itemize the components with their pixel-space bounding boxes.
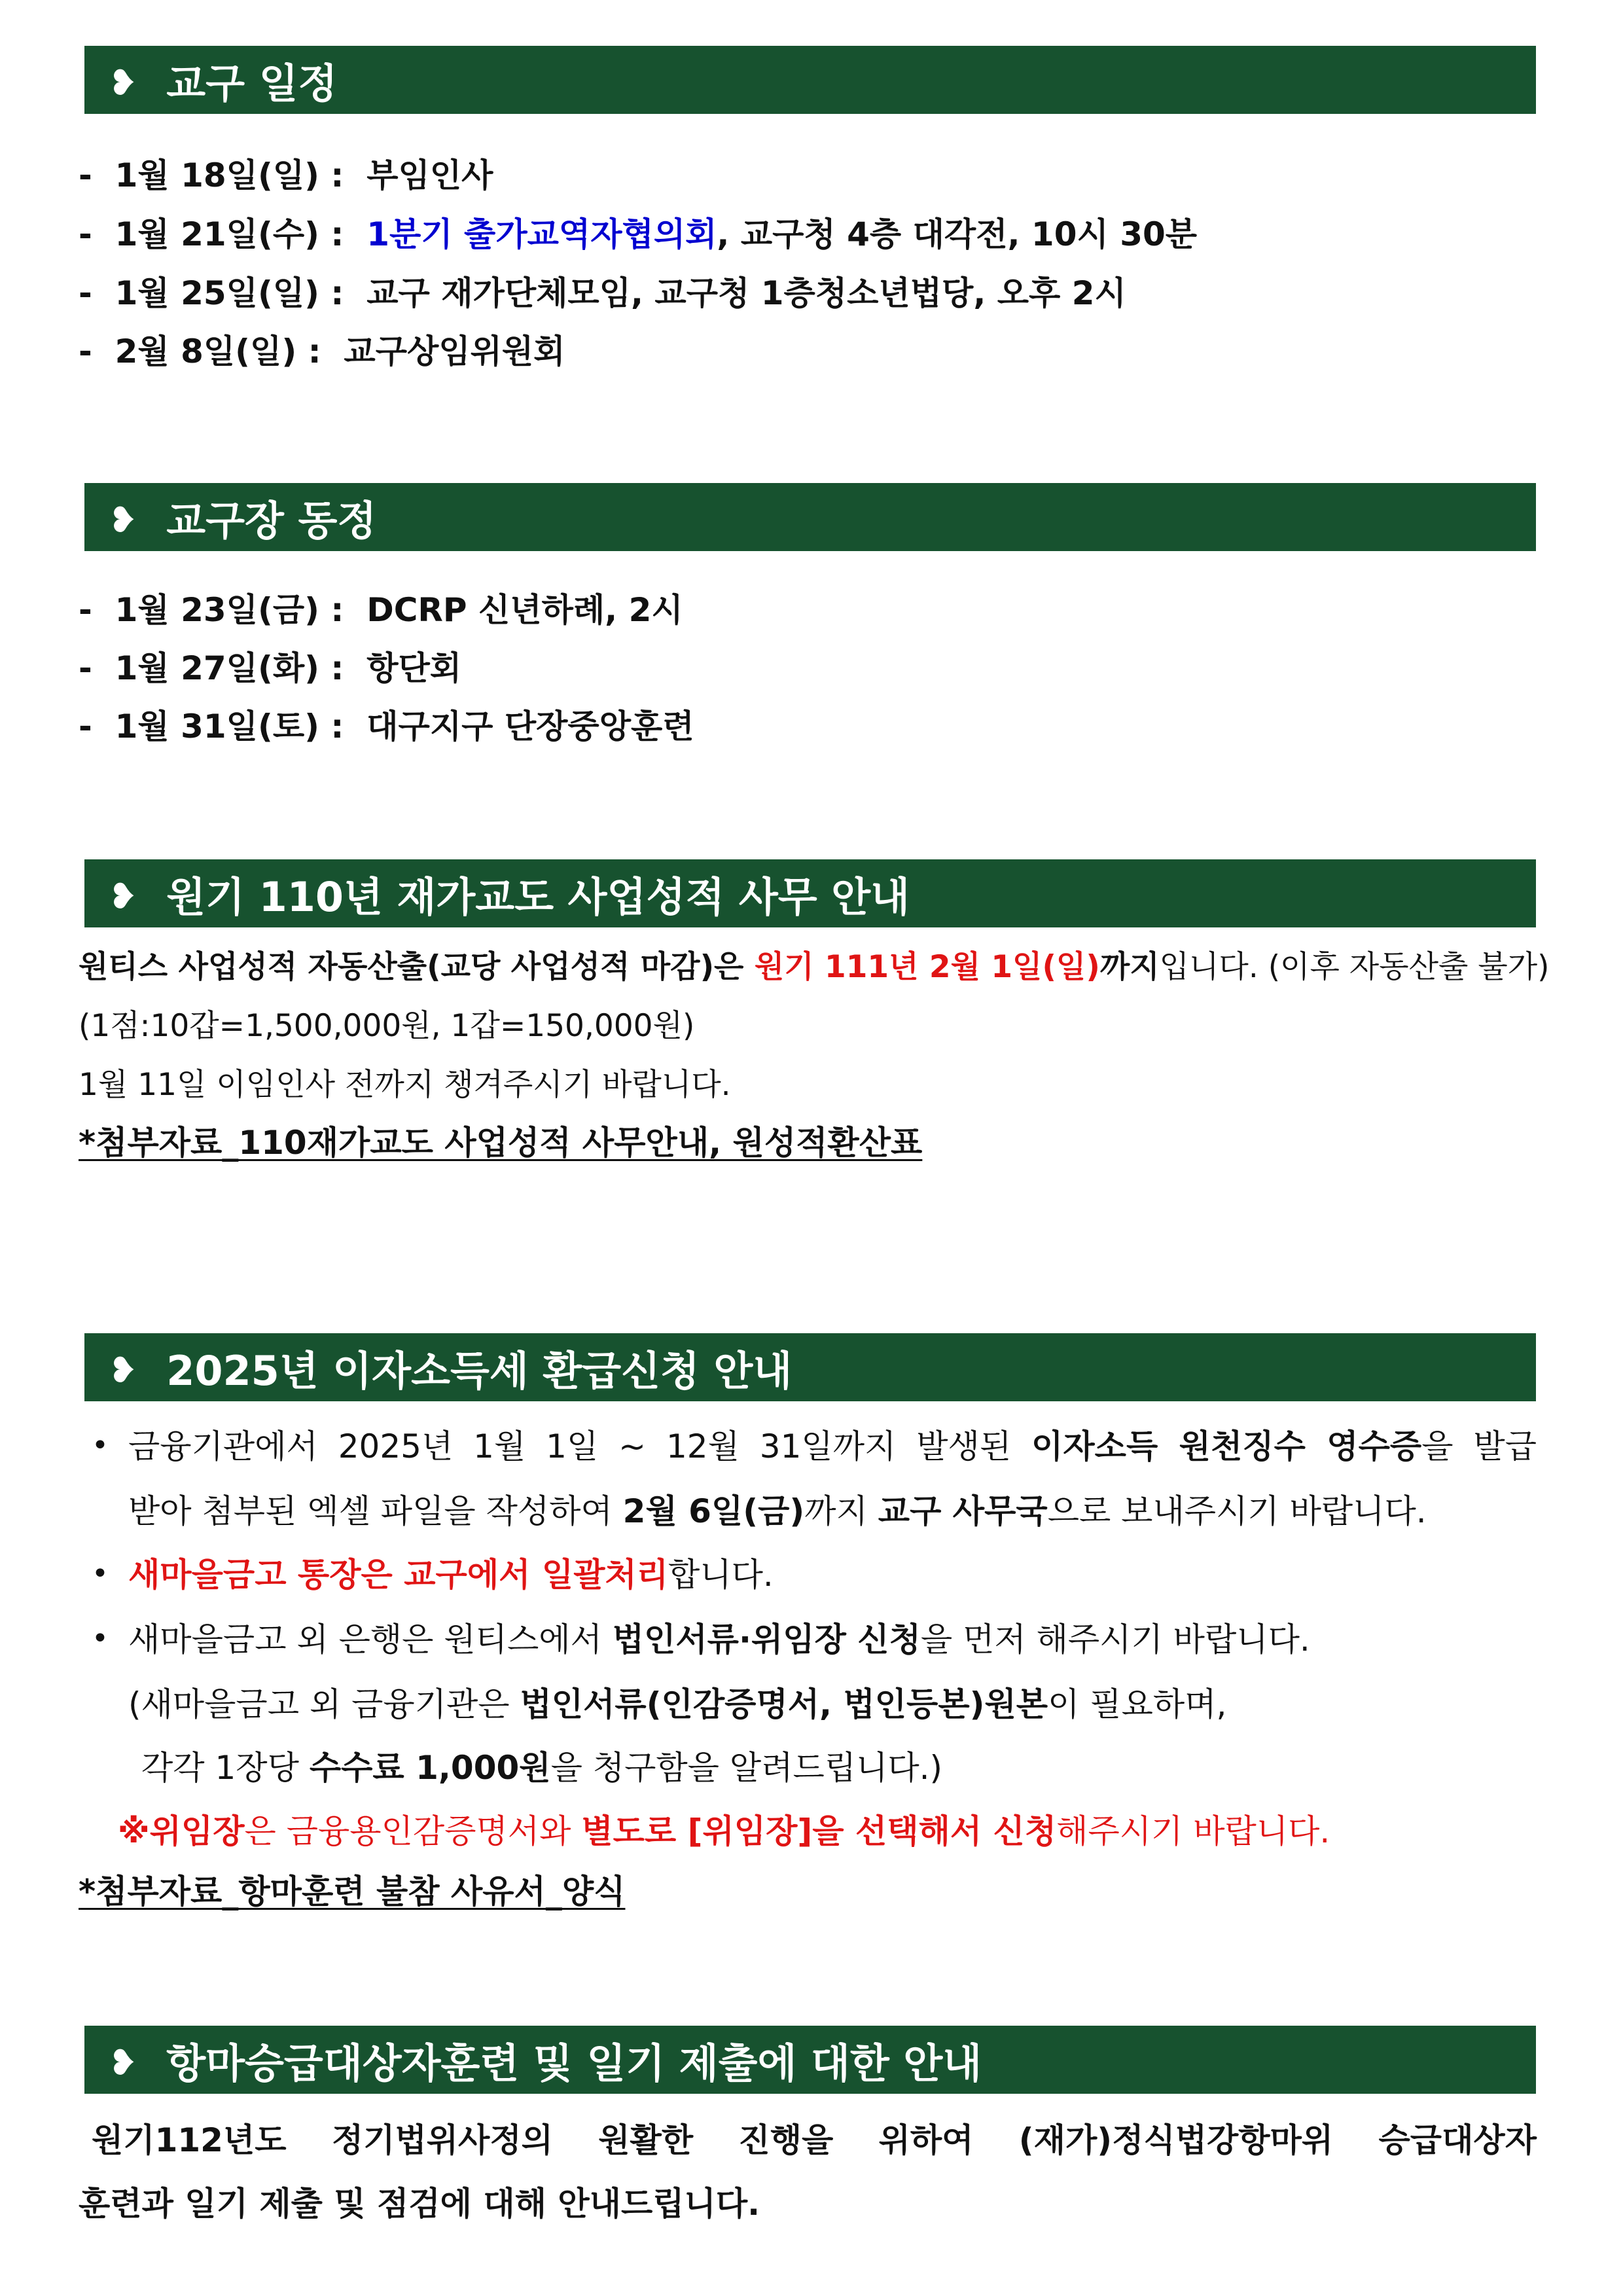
section-title: 2025년 이자소득세 환급신청 안내 <box>166 1346 793 1395</box>
bishop-item: - 1월 27일(화) : 항단회 <box>79 649 462 687</box>
section-header-bishop <box>84 483 1536 551</box>
dot-icon: • <box>92 1429 109 1462</box>
attachment-link[interactable]: *첨부자료_110재가교도 사업성적 사무안내, 원성적환산표 <box>79 1124 923 1162</box>
heart-bullet-icon: ❥ <box>108 62 138 103</box>
section-header-training <box>84 2026 1536 2094</box>
heart-bullet-icon: ❥ <box>108 499 138 541</box>
training-line: 원기112년도 정기법위사정의 원활한 진행을 위하여 (재가)정식법강항마위 승급대상자 <box>92 2121 1537 2159</box>
section-header-tax <box>84 1333 1536 1401</box>
bishop-item: - 1월 23일(금) : DCRP 신년하례, 2시 <box>79 591 683 629</box>
section-title: 항마승급대상자훈련 및 일기 제출에 대한 안내 <box>166 2039 982 2087</box>
schedule-item: - 2월 8일(일) : 교구상임위원회 <box>79 332 565 370</box>
heart-bullet-icon: ❥ <box>108 875 138 917</box>
dot-icon: • <box>92 1557 109 1590</box>
training-paragraph <box>79 2109 1537 2236</box>
list-item: • 새마을금고 통장은 교구에서 일괄처리합니다. <box>79 1543 1537 1608</box>
performance-line: 1월 11일 이임인사 전까지 챙겨주시기 바랍니다. <box>79 1067 731 1103</box>
performance-line: (1점:10갑=1,500,000원, 1갑=150,000원) <box>79 1008 695 1044</box>
section-title: 교구장 동정 <box>166 496 377 545</box>
note-line: 각각 1장당 수수료 1,000원을 청구함을 알려드립니다.) <box>141 1749 943 1787</box>
warning-line: ※위임장은 금융용인감증명서와 별도로 [위임장]을 선택해서 신청해주시기 바랍니다. <box>118 1812 1330 1850</box>
bishop-item: - 1월 31일(토) : 대구지구 단장중앙훈련 <box>79 708 694 745</box>
note-line: (새마을금고 외 금융기관은 법인서류(인감증명서, 법인등본)원본이 필요하며, <box>128 1685 1227 1723</box>
schedule-item: - 1월 21일(수) : 1분기 출가교역자협의회, 교구청 4층 대각전, 10시 30분 <box>79 215 1198 253</box>
dot-icon: • <box>92 1622 109 1655</box>
section-title: 원기 110년 재가교도 사업성적 사무 안내 <box>166 872 910 921</box>
performance-line: 원티스 사업성적 자동산출(교당 사업성적 마감)은 원기 111년 2월 1일(일)까지입니다. (이후 자동산출 불가) <box>79 949 1550 985</box>
training-line: 훈련과 일기 제출 및 점검에 대해 안내드립니다. <box>79 2185 760 2223</box>
schedule-item: - 1월 25일(일) : 교구 재가단체모임, 교구청 1층청소년법당, 오후 2시 <box>79 274 1126 312</box>
list-item-cont: 받아 첨부된 엑셀 파일을 작성하여 2월 6일(금)까지 교구 사무국으로 보내주시기 바랍니다. <box>128 1492 1427 1530</box>
list-item: • 금융기관에서 2025년 1월 1일 ~ 12월 31일까지 발생된 이자소득 원천징수 영수증을 발급 <box>79 1415 1537 1480</box>
heart-bullet-icon: ❥ <box>108 1349 138 1391</box>
heart-bullet-icon: ❥ <box>108 2041 138 2083</box>
schedule-item: - 1월 18일(일) : 부임인사 <box>79 156 493 194</box>
section-header-performance <box>84 859 1536 927</box>
section-title: 교구 일정 <box>166 59 338 107</box>
attachment-link[interactable]: *첨부자료_항마훈련 불참 사유서_양식 <box>79 1873 626 1910</box>
list-item: • 새마을금고 외 은행은 원티스에서 법인서류·위임장 신청을 먼저 해주시기 바랍니다. <box>79 1608 1537 1673</box>
section-header-schedule <box>84 46 1536 114</box>
tax-bullet-list <box>79 1415 1537 1863</box>
highlight-text: 1분기 출가교역자협의회 <box>366 215 717 253</box>
